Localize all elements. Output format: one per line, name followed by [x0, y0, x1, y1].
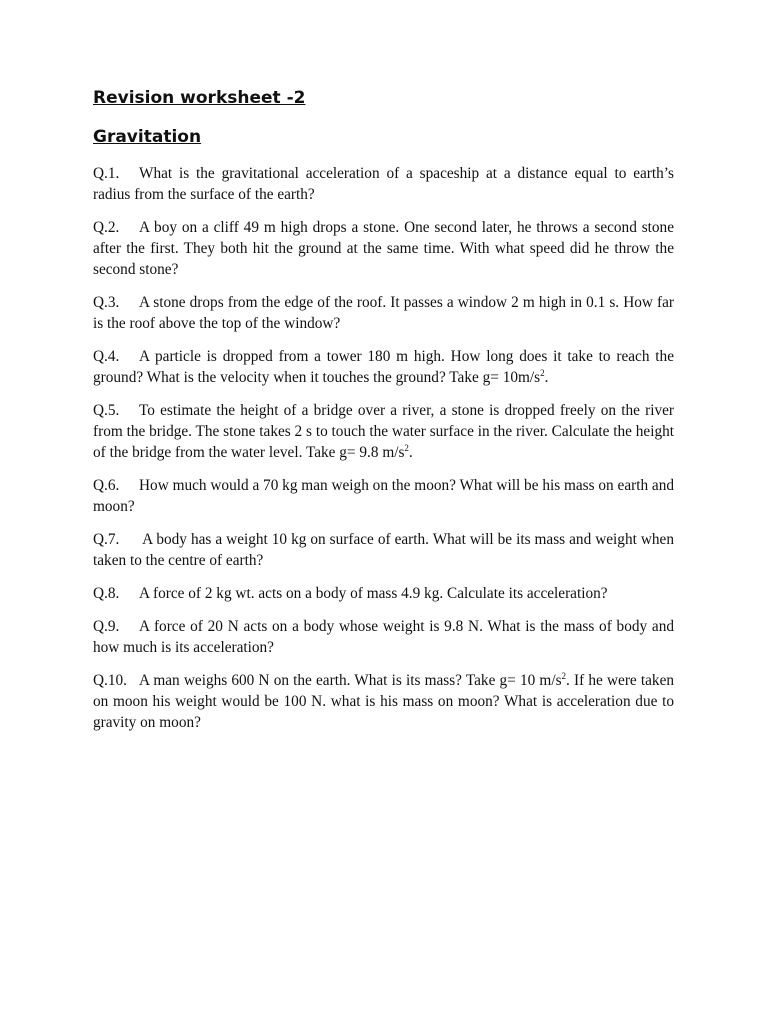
- question-text-end: .: [544, 369, 549, 386]
- worksheet-title: Revision worksheet -2: [93, 88, 306, 108]
- question-1: [93, 163, 674, 205]
- question-7: [93, 529, 674, 571]
- question-text: A boy on a cliff 49 m high drops a stone. One second later, he throws a second stone after the first. They both hit the ground at the same time. With what speed did he throw the second stone?: [93, 219, 674, 278]
- question-number: Q.10.: [93, 672, 127, 689]
- question-text: A force of 20 N acts on a body whose weight is 9.8 N. What is the mass of body and how much is its acceleration?: [93, 618, 674, 656]
- question-text: A force of 2 kg wt. acts on a body of mass 4.9 kg. Calculate its acceleration?: [139, 585, 608, 602]
- question-number: Q.8.: [93, 585, 120, 602]
- question-6: [93, 475, 674, 517]
- question-number: Q.9.: [93, 618, 120, 635]
- question-text: A stone drops from the edge of the roof. It passes a window 2 m high in 0.1 s. How far is the roof above the top of the window?: [93, 294, 674, 332]
- question-text: To estimate the height of a bridge over a river, a stone is dropped freely on the river from the bridge. The stone takes 2 s to touch the water surface in the river. Calculate the height of the bridge from the water level. Take g= 9.8 m/s: [93, 402, 674, 461]
- question-text: A particle is dropped from a tower 180 m high. How long does it take to reach the ground? What is the velocity when it touches the ground? Take g= 10m/s: [93, 348, 674, 386]
- question-number: Q.1.: [93, 165, 120, 182]
- question-number: Q.5.: [93, 402, 120, 419]
- question-text-end: . If he were taken on moon his weight would be 100 N. what is his mass on moon? What is acceleration due to gravity on moon?: [93, 672, 675, 731]
- worksheet-subtitle: Gravitation: [93, 127, 202, 147]
- question-text: A body has a weight 10 kg on surface of earth. What will be its mass and weight when taken to the centre of earth?: [93, 531, 674, 569]
- worksheet-page: [93, 86, 674, 745]
- question-4: [93, 346, 674, 388]
- question-number: Q.6.: [93, 477, 120, 494]
- question-number: Q.7.: [93, 531, 120, 548]
- question-3: [93, 292, 674, 334]
- question-text: A man weighs 600 N on the earth. What is its mass? Take g= 10 m/s: [139, 672, 562, 689]
- question-text: How much would a 70 kg man weigh on the moon? What will be his mass on earth and moon?: [93, 477, 675, 515]
- question-2: [93, 217, 674, 280]
- question-9: [93, 616, 674, 658]
- superscript: 2: [404, 443, 409, 453]
- question-10: [93, 670, 674, 733]
- superscript: 2: [561, 671, 567, 681]
- question-5: [93, 400, 674, 463]
- question-8: [93, 583, 674, 604]
- question-number: Q.2.: [93, 219, 120, 236]
- question-text-end: .: [408, 444, 413, 461]
- question-text: What is the gravitational acceleration of a spaceship at a distance equal to earth’s radius from the surface of the earth?: [93, 165, 674, 203]
- question-number: Q.3.: [93, 294, 120, 311]
- question-number: Q.4.: [93, 348, 120, 365]
- superscript: 2: [540, 368, 545, 378]
